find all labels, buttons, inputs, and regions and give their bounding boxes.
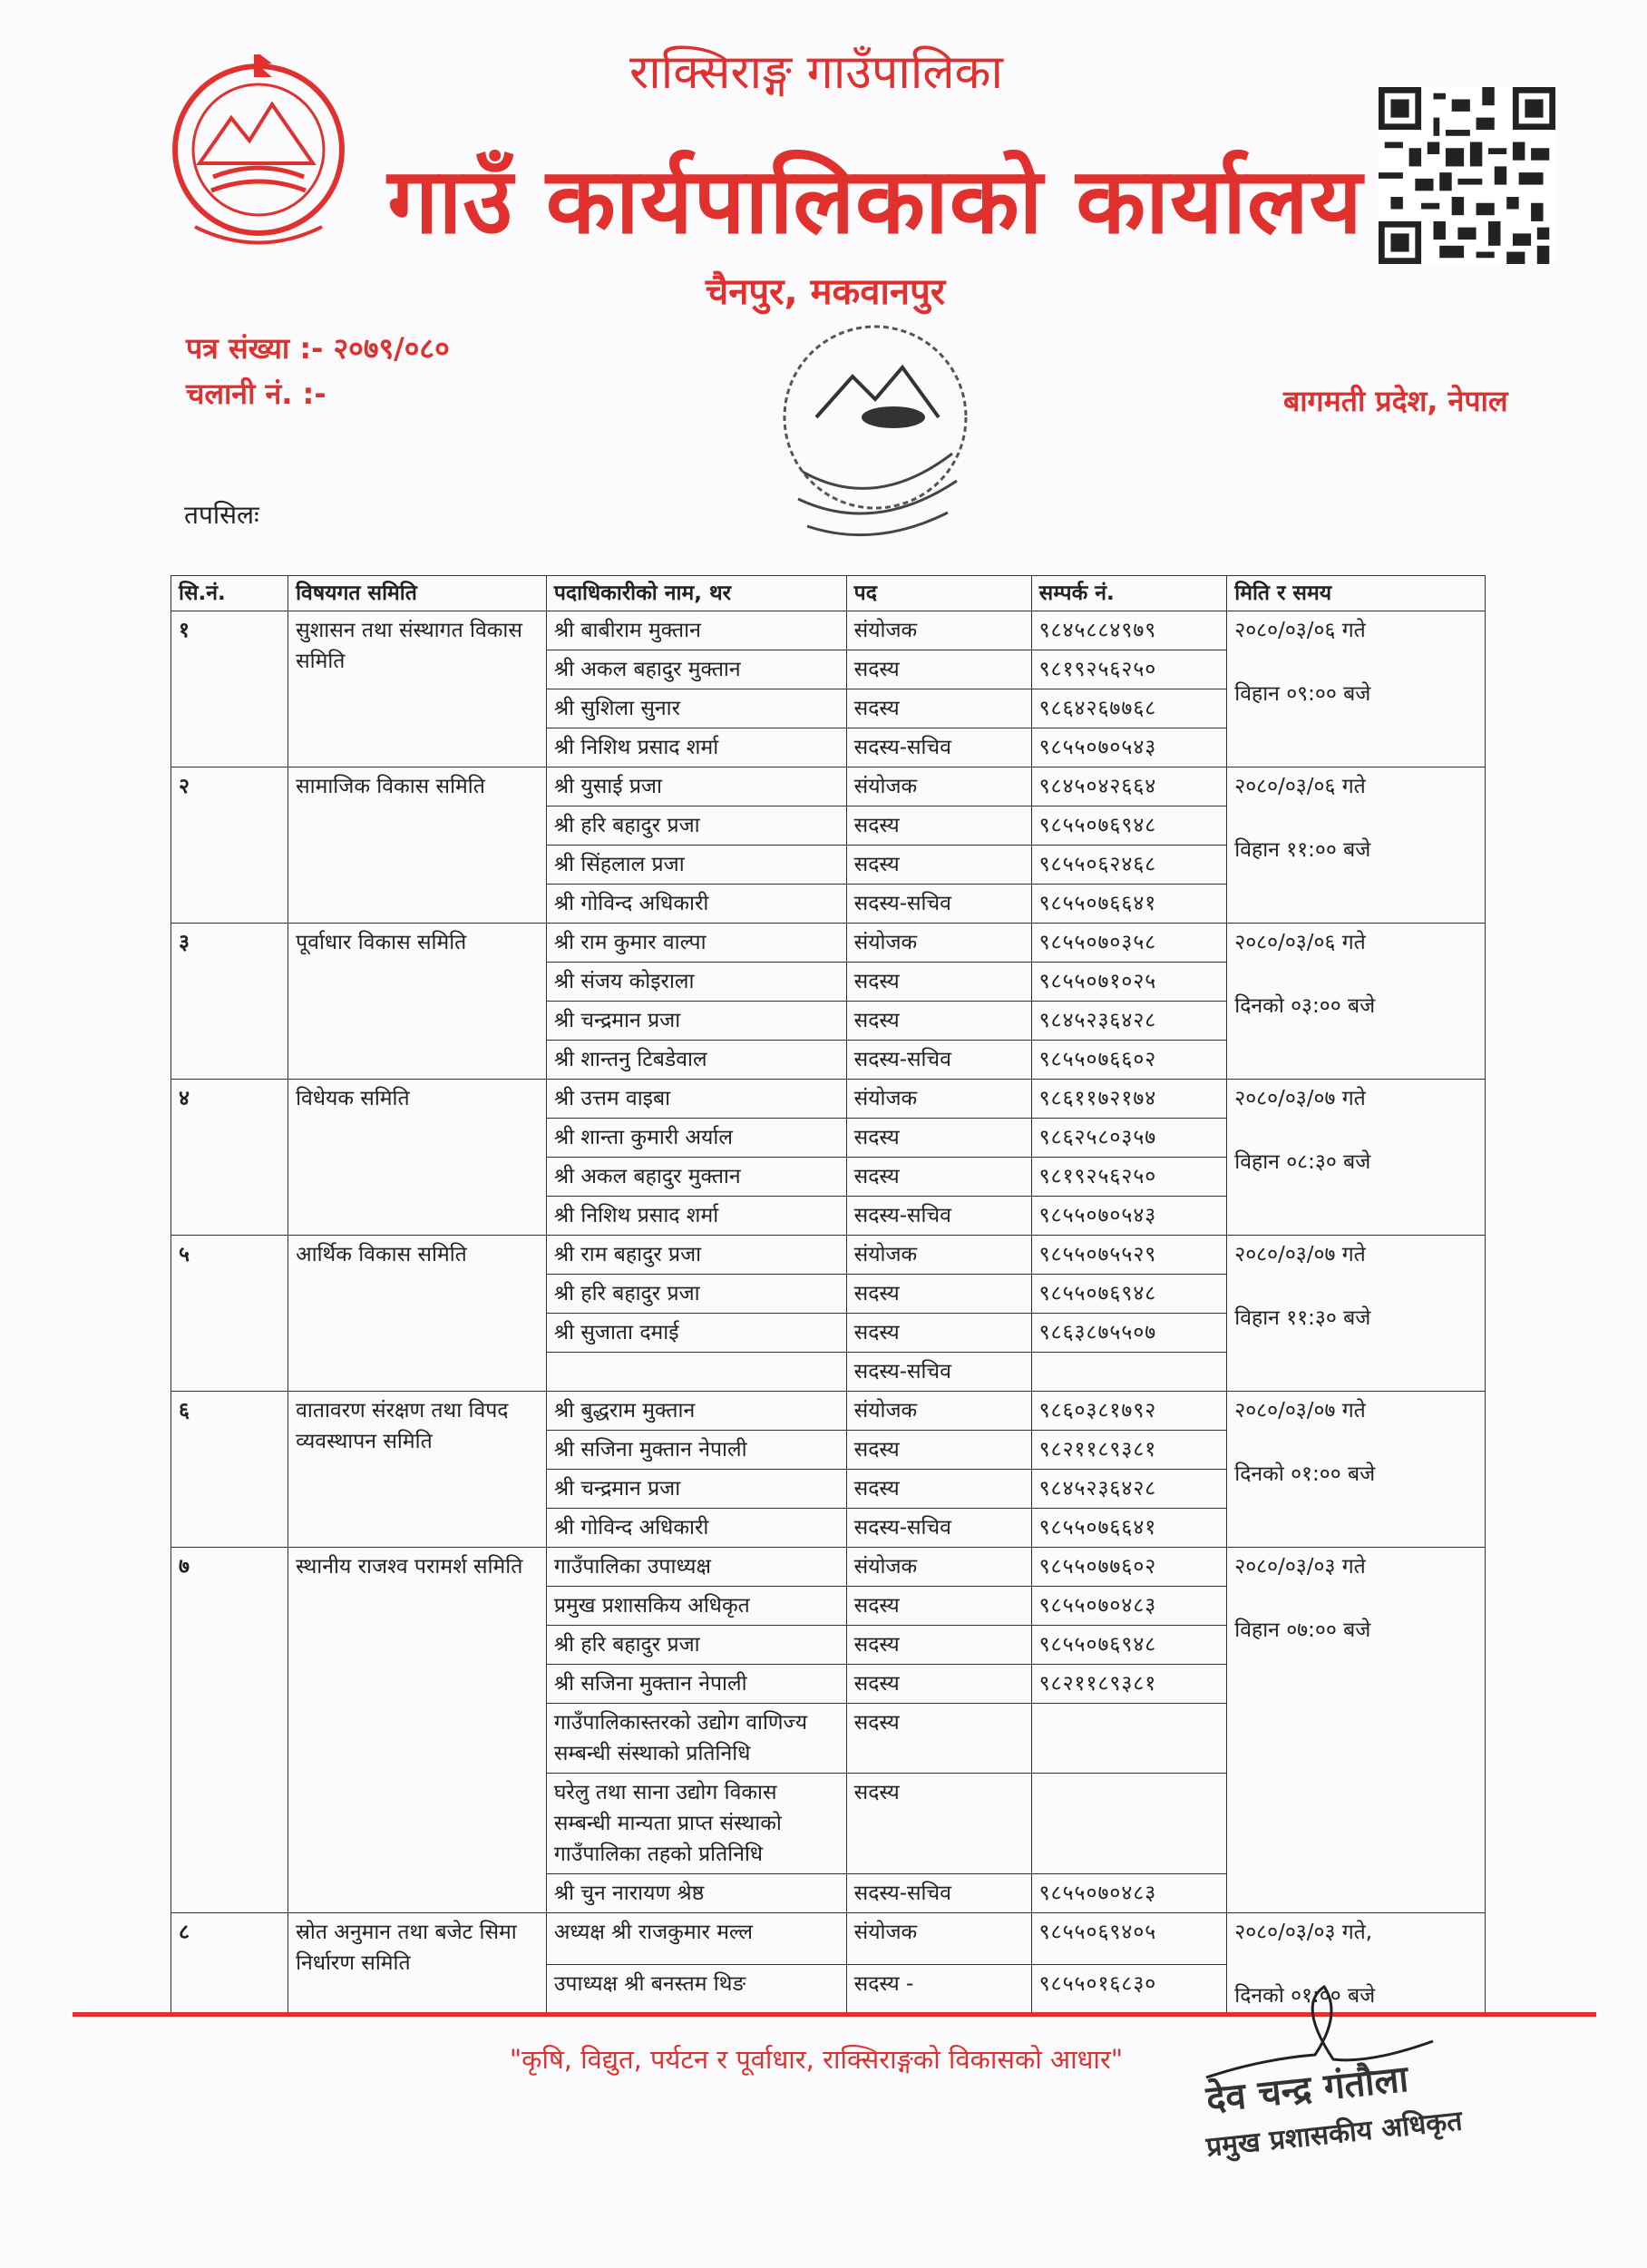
cell-contact: ९८५५०७६९४८ bbox=[1031, 1626, 1227, 1665]
table-row bbox=[171, 1080, 1486, 1119]
meeting-date: २०८०/०३/०६ गते bbox=[1234, 775, 1366, 798]
cell-post: सदस्य bbox=[846, 1774, 1031, 1874]
cell-committee: सामाजिक विकास समिति bbox=[288, 767, 547, 924]
cell-official-name: श्री अकल बहादुर मुक्तान bbox=[546, 1158, 846, 1197]
cell-post: सदस्य bbox=[846, 1704, 1031, 1774]
cell-date-time bbox=[1227, 767, 1486, 924]
cell-contact: ९८५५०७५५२९ bbox=[1031, 1236, 1227, 1275]
cell-serial: ३ bbox=[171, 924, 288, 1080]
cell-post: संयोजक bbox=[846, 611, 1031, 650]
cell-date-time bbox=[1227, 924, 1486, 1080]
cell-post: सदस्य bbox=[846, 650, 1031, 689]
cell-contact: ९८१९२५६२५० bbox=[1031, 1158, 1227, 1197]
cell-contact bbox=[1031, 1774, 1227, 1874]
cell-official-name: श्री युसाई प्रजा bbox=[546, 767, 846, 807]
meeting-date: २०८०/०३/०३ गते, bbox=[1234, 1921, 1373, 1944]
cell-post: सदस्य-सचिव bbox=[846, 885, 1031, 924]
cell-serial: २ bbox=[171, 767, 288, 924]
cell-post: सदस्य bbox=[846, 1119, 1031, 1158]
table-row bbox=[171, 1392, 1486, 1431]
cell-serial: ८ bbox=[171, 1913, 288, 2016]
cell-serial: ६ bbox=[171, 1392, 288, 1548]
cell-post: सदस्य-सचिव bbox=[846, 1874, 1031, 1913]
cell-official-name bbox=[546, 1353, 846, 1392]
cell-post: सदस्य bbox=[846, 1470, 1031, 1509]
cell-contact: ९८५५०१६८३० bbox=[1031, 1964, 1227, 2016]
cell-contact: ९८४५८८४९७९ bbox=[1031, 611, 1227, 650]
cell-post: संयोजक bbox=[846, 1548, 1031, 1587]
cell-official-name: श्री निशिथ प्रसाद शर्मा bbox=[546, 728, 846, 767]
meeting-time: दिनको ०३:०० बजे bbox=[1234, 994, 1376, 1018]
cell-official-name: श्री उत्तम वाइबा bbox=[546, 1080, 846, 1119]
meeting-date: २०८०/०३/०७ गते bbox=[1234, 1243, 1366, 1266]
cell-official-name: श्री शान्ता कुमारी अर्याल bbox=[546, 1119, 846, 1158]
qr-code-icon bbox=[1379, 87, 1555, 264]
header-committee: विषयगत समिति bbox=[288, 576, 547, 611]
meeting-date: २०८०/०३/०७ गते bbox=[1234, 1087, 1366, 1110]
cell-post: सदस्य bbox=[846, 1665, 1031, 1704]
cell-official-name: श्री चन्द्रमान प्रजा bbox=[546, 1470, 846, 1509]
municipality-emblem-icon bbox=[159, 54, 358, 263]
cell-post: सदस्य bbox=[846, 689, 1031, 728]
header-date-time: मिति र समय bbox=[1227, 576, 1486, 611]
cell-post: सदस्य bbox=[846, 1002, 1031, 1041]
cell-post: संयोजक bbox=[846, 1236, 1031, 1275]
cell-official-name: श्री राम कुमार वाल्पा bbox=[546, 924, 846, 963]
cell-post: संयोजक bbox=[846, 924, 1031, 963]
cell-contact: ९८२११८९३८१ bbox=[1031, 1431, 1227, 1470]
cell-post: सदस्य-सचिव bbox=[846, 1509, 1031, 1548]
cell-official-name: श्री चुन नारायण श्रेष्ठ bbox=[546, 1874, 846, 1913]
meeting-time: विहान ०७:०० बजे bbox=[1234, 1618, 1371, 1642]
cell-official-name: अध्यक्ष श्री राजकुमार मल्ल bbox=[546, 1913, 846, 1965]
cell-official-name: श्री सुशिला सुनार bbox=[546, 689, 846, 728]
cell-post: सदस्य-सचिव bbox=[846, 1197, 1031, 1236]
cell-official-name: श्री गोविन्द अधिकारी bbox=[546, 885, 846, 924]
cell-contact: ९८६०३८१७९२ bbox=[1031, 1392, 1227, 1431]
meeting-date: २०८०/०३/०६ गते bbox=[1234, 619, 1366, 642]
cell-contact: ९८५५०७६६०२ bbox=[1031, 1041, 1227, 1080]
cell-date-time bbox=[1227, 1080, 1486, 1236]
cell-official-name: श्री सजिना मुक्तान नेपाली bbox=[546, 1665, 846, 1704]
cell-official-name: गाउँपालिकास्तरको उद्योग वाणिज्य सम्बन्धी संस्थाको प्रतिनिधि bbox=[546, 1704, 846, 1774]
cell-contact: ९८४५०४२६६४ bbox=[1031, 767, 1227, 807]
cell-post: सदस्य-सचिव bbox=[846, 1041, 1031, 1080]
cell-contact bbox=[1031, 1704, 1227, 1774]
office-stamp-icon bbox=[766, 318, 984, 553]
cell-post: सदस्य bbox=[846, 1158, 1031, 1197]
cell-committee: आर्थिक विकास समिति bbox=[288, 1236, 547, 1392]
cell-official-name: श्री निशिथ प्रसाद शर्मा bbox=[546, 1197, 846, 1236]
cell-contact: ९८६११७२१७४ bbox=[1031, 1080, 1227, 1119]
cell-official-name: श्री सिंहलाल प्रजा bbox=[546, 846, 846, 885]
meeting-time: दिनको ०१:०० बजे bbox=[1234, 1462, 1376, 1486]
table-row bbox=[171, 767, 1486, 807]
cell-serial: ५ bbox=[171, 1236, 288, 1392]
cell-contact: ९८४५२३६४२८ bbox=[1031, 1002, 1227, 1041]
cell-contact: ९८४५२३६४२८ bbox=[1031, 1470, 1227, 1509]
cell-post: सदस्य bbox=[846, 1314, 1031, 1353]
cell-contact: ९८६४२६७७६८ bbox=[1031, 689, 1227, 728]
cell-official-name: श्री गोविन्द अधिकारी bbox=[546, 1509, 846, 1548]
cell-official-name: श्री बाबीराम मुक्तान bbox=[546, 611, 846, 650]
meeting-time: विहान ११:०० बजे bbox=[1234, 838, 1371, 862]
cell-post: सदस्य bbox=[846, 963, 1031, 1002]
meeting-time: विहान ०८:३० बजे bbox=[1234, 1150, 1371, 1174]
meeting-time: विहान ११:३० बजे bbox=[1234, 1306, 1371, 1330]
cell-committee: सुशासन तथा संस्थागत विकास समिति bbox=[288, 611, 547, 767]
cell-contact: ९८५५०७६६४१ bbox=[1031, 885, 1227, 924]
table-row bbox=[171, 1548, 1486, 1587]
province-label: बागमती प्रदेश, नेपाल bbox=[1283, 384, 1508, 418]
cell-post: सदस्य bbox=[846, 1275, 1031, 1314]
cell-official-name: प्रमुख प्रशासकिय अधिकृत bbox=[546, 1587, 846, 1626]
cell-contact: ९८५५०७१०२५ bbox=[1031, 963, 1227, 1002]
office-address: चैनपुर, मकवानपुर bbox=[705, 271, 946, 313]
cell-post: सदस्य bbox=[846, 1431, 1031, 1470]
cell-official-name: श्री हरि बहादुर प्रजा bbox=[546, 807, 846, 846]
cell-date-time bbox=[1227, 611, 1486, 767]
meeting-time: दिनको ०१:०० बजे bbox=[1234, 1984, 1376, 2008]
cell-official-name: श्री सजिना मुक्तान नेपाली bbox=[546, 1431, 846, 1470]
header-post: पद bbox=[846, 576, 1031, 611]
cell-post: सदस्य bbox=[846, 846, 1031, 885]
cell-serial: ४ bbox=[171, 1080, 288, 1236]
details-label: तपसिलः bbox=[184, 500, 259, 530]
cell-post: सदस्य-सचिव bbox=[846, 728, 1031, 767]
table-row bbox=[171, 924, 1486, 963]
municipality-name: राक्सिराङ्ग गाउँपालिका bbox=[629, 45, 1003, 100]
meeting-date: २०८०/०३/०६ गते bbox=[1234, 931, 1366, 954]
cell-post: सदस्य bbox=[846, 1626, 1031, 1665]
cell-contact: ९८२११८९३८१ bbox=[1031, 1665, 1227, 1704]
cell-post: संयोजक bbox=[846, 1913, 1031, 1965]
cell-official-name: गाउँपालिका उपाध्यक्ष bbox=[546, 1548, 846, 1587]
cell-post: संयोजक bbox=[846, 767, 1031, 807]
cell-post: संयोजक bbox=[846, 1080, 1031, 1119]
dispatch-number: चलानी नं. :- bbox=[186, 376, 326, 411]
cell-contact: ९८१९२५६२५० bbox=[1031, 650, 1227, 689]
cell-committee: वातावरण संरक्षण तथा विपद व्यवस्थापन समिति bbox=[288, 1392, 547, 1548]
cell-official-name: श्री शान्तनु टिबडेवाल bbox=[546, 1041, 846, 1080]
table-header-row bbox=[171, 576, 1486, 611]
signer-title: प्रमुख प्रशासकीय अधिकृत bbox=[1204, 2105, 1464, 2164]
cell-contact: ९८६२५८०३५७ bbox=[1031, 1119, 1227, 1158]
cell-official-name: श्री राम बहादुर प्रजा bbox=[546, 1236, 846, 1275]
cell-official-name: उपाध्यक्ष श्री बनस्तम थिङ bbox=[546, 1964, 846, 2016]
committee-table-body bbox=[171, 611, 1486, 2016]
cell-official-name: श्री चन्द्रमान प्रजा bbox=[546, 1002, 846, 1041]
cell-official-name: श्री सुजाता दमाई bbox=[546, 1314, 846, 1353]
signer-name: देव चन्द्र गंतौला bbox=[1204, 2058, 1410, 2121]
cell-contact bbox=[1031, 1353, 1227, 1392]
cell-official-name: श्री संजय कोइराला bbox=[546, 963, 846, 1002]
cell-committee: पूर्वाधार विकास समिति bbox=[288, 924, 547, 1080]
office-title: गाउँ कार्यपालिकाको कार्यालय bbox=[387, 148, 1363, 254]
cell-committee: स्रोत अनुमान तथा बजेट सिमा निर्धारण समिति bbox=[288, 1913, 547, 2016]
cell-post: संयोजक bbox=[846, 1392, 1031, 1431]
header-contact: सम्पर्क नं. bbox=[1031, 576, 1227, 611]
cell-serial: १ bbox=[171, 611, 288, 767]
cell-official-name: घरेलु तथा साना उद्योग विकास सम्बन्धी मान्यता प्राप्त संस्थाको गाउँपालिका तहको प्रतिनिधि bbox=[546, 1774, 846, 1874]
cell-contact: ९८५५०६९४०५ bbox=[1031, 1913, 1227, 1965]
cell-serial: ७ bbox=[171, 1548, 288, 1913]
letter-number: पत्र संख्या :- २०७९/०८० bbox=[186, 331, 450, 366]
cell-contact: ९८५५०७६९४८ bbox=[1031, 1275, 1227, 1314]
cell-committee: स्थानीय राजश्व परामर्श समिति bbox=[288, 1548, 547, 1913]
footer-slogan: "कृषि, विद्युत, पर्यटन र पूर्वाधार, राक्सिराङ्गको विकासको आधार" bbox=[509, 2044, 1124, 2075]
cell-committee: विधेयक समिति bbox=[288, 1080, 547, 1236]
meeting-date: २०८०/०३/०३ गते bbox=[1234, 1555, 1366, 1579]
committee-table-wrapper bbox=[171, 575, 1486, 2016]
cell-post: सदस्य-सचिव bbox=[846, 1353, 1031, 1392]
cell-contact: ९८५५०७०५४३ bbox=[1031, 728, 1227, 767]
meeting-time: विहान ०९:०० बजे bbox=[1234, 682, 1371, 706]
cell-contact: ९८५५०७६६४१ bbox=[1031, 1509, 1227, 1548]
cell-post: सदस्य - bbox=[846, 1964, 1031, 2016]
cell-official-name: श्री अकल बहादुर मुक्तान bbox=[546, 650, 846, 689]
header-serial: सि.नं. bbox=[171, 576, 288, 611]
committee-table bbox=[171, 575, 1486, 2016]
cell-date-time bbox=[1227, 1548, 1486, 1913]
cell-contact: ९८५५०७०४८३ bbox=[1031, 1874, 1227, 1913]
cell-post: सदस्य bbox=[846, 807, 1031, 846]
cell-official-name: श्री हरि बहादुर प्रजा bbox=[546, 1275, 846, 1314]
cell-contact: ९८५५०७६९४८ bbox=[1031, 807, 1227, 846]
cell-date-time bbox=[1227, 1392, 1486, 1548]
cell-post: सदस्य bbox=[846, 1587, 1031, 1626]
cell-contact: ९८५५०७०४८३ bbox=[1031, 1587, 1227, 1626]
cell-official-name: श्री हरि बहादुर प्रजा bbox=[546, 1626, 846, 1665]
cell-date-time bbox=[1227, 1236, 1486, 1392]
cell-official-name: श्री बुद्धराम मुक्तान bbox=[546, 1392, 846, 1431]
cell-contact: ९८६३८७५५०७ bbox=[1031, 1314, 1227, 1353]
table-row bbox=[171, 1913, 1486, 1965]
table-row bbox=[171, 611, 1486, 650]
cell-contact: ९८५५०७०५४३ bbox=[1031, 1197, 1227, 1236]
header-official-name: पदाधिकारीको नाम, थर bbox=[546, 576, 846, 611]
cell-contact: ९८५५०७७६०२ bbox=[1031, 1548, 1227, 1587]
cell-contact: ९८५५०६२४६८ bbox=[1031, 846, 1227, 885]
table-row bbox=[171, 1236, 1486, 1275]
meeting-date: २०८०/०३/०७ गते bbox=[1234, 1399, 1366, 1422]
cell-contact: ९८५५०७०३५८ bbox=[1031, 924, 1227, 963]
